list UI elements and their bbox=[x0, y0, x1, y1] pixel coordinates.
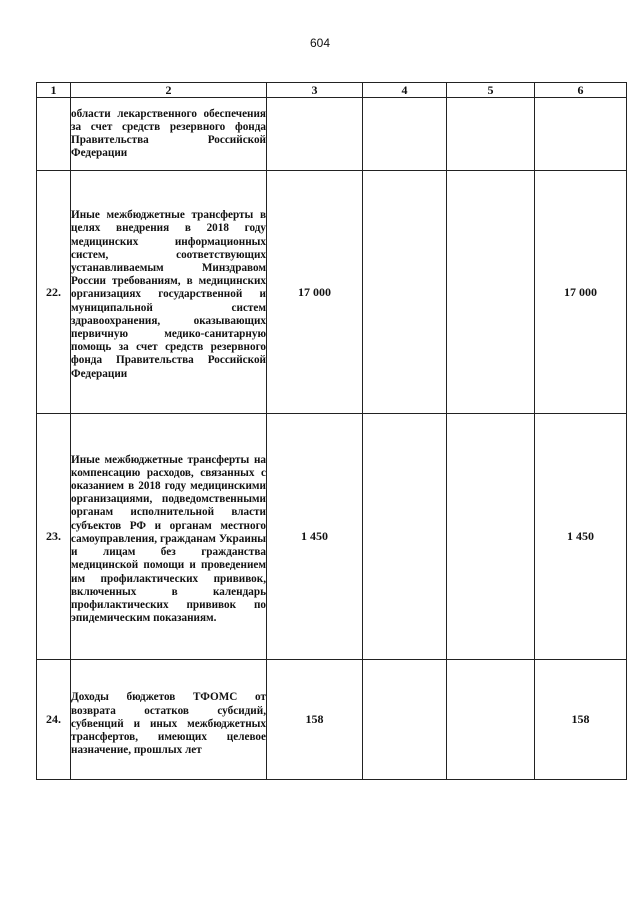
row-value-col5 bbox=[447, 414, 535, 660]
row-description: области лекарственного обеспечения за счет средств резервного фонда Правительства Российской Федерации bbox=[71, 98, 267, 171]
row-value-col5 bbox=[447, 171, 535, 414]
row-value-col3: 17 000 bbox=[267, 171, 363, 414]
row-value-col5 bbox=[447, 660, 535, 780]
row-number bbox=[37, 98, 71, 171]
row-value-col4 bbox=[363, 414, 447, 660]
row-value-col6 bbox=[535, 98, 627, 171]
row-value-col3: 158 bbox=[267, 660, 363, 780]
row-value-col6: 17 000 bbox=[535, 171, 627, 414]
page-number: 604 bbox=[309, 36, 331, 50]
column-header-1: 1 bbox=[37, 83, 71, 98]
table-row bbox=[37, 98, 627, 171]
column-header-3: 3 bbox=[267, 83, 363, 98]
budget-table bbox=[36, 82, 627, 780]
header-row bbox=[37, 83, 627, 98]
row-value-col6: 158 bbox=[535, 660, 627, 780]
row-description: Иные межбюджетные трансферты на компенсацию расходов, связанных с оказанием в 2018 году медицинскими организациями, подведомственными органам исполнительной власти субъектов РФ и органам местного самоуправления, гражданам Украины и лицам без гражданства медицинской помощи и проведением им профилактических прививок, включенных в календарь профилактических прививок по эпидемическим показаниям. bbox=[71, 414, 267, 660]
column-header-4: 4 bbox=[363, 83, 447, 98]
row-value-col3: 1 450 bbox=[267, 414, 363, 660]
row-value-col4 bbox=[363, 171, 447, 414]
table-row bbox=[37, 414, 627, 660]
row-description: Доходы бюджетов ТФОМС от возврата остатков субсидий, субвенций и иных межбюджетных трансфертов, имеющих целевое назначение, прошлых лет bbox=[71, 660, 267, 780]
row-value-col4 bbox=[363, 660, 447, 780]
row-value-col5 bbox=[447, 98, 535, 171]
table-row bbox=[37, 660, 627, 780]
row-number: 23. bbox=[37, 414, 71, 660]
row-number: 24. bbox=[37, 660, 71, 780]
row-description: Иные межбюджетные трансферты в целях внедрения в 2018 году медицинских информационных систем, соответствующих устанавливаемым Минздравом России требованиям, в медицинских организациях государственной и муниципальной систем здравоохранения, оказывающих первичную медико-санитарную помощь за счет средств резервного фонда Правительства Российской Федерации bbox=[71, 171, 267, 414]
row-value-col3 bbox=[267, 98, 363, 171]
column-header-6: 6 bbox=[535, 83, 627, 98]
column-header-2: 2 bbox=[71, 83, 267, 98]
row-value-col4 bbox=[363, 98, 447, 171]
row-value-col6: 1 450 bbox=[535, 414, 627, 660]
row-number: 22. bbox=[37, 171, 71, 414]
column-header-5: 5 bbox=[447, 83, 535, 98]
table-row bbox=[37, 171, 627, 414]
